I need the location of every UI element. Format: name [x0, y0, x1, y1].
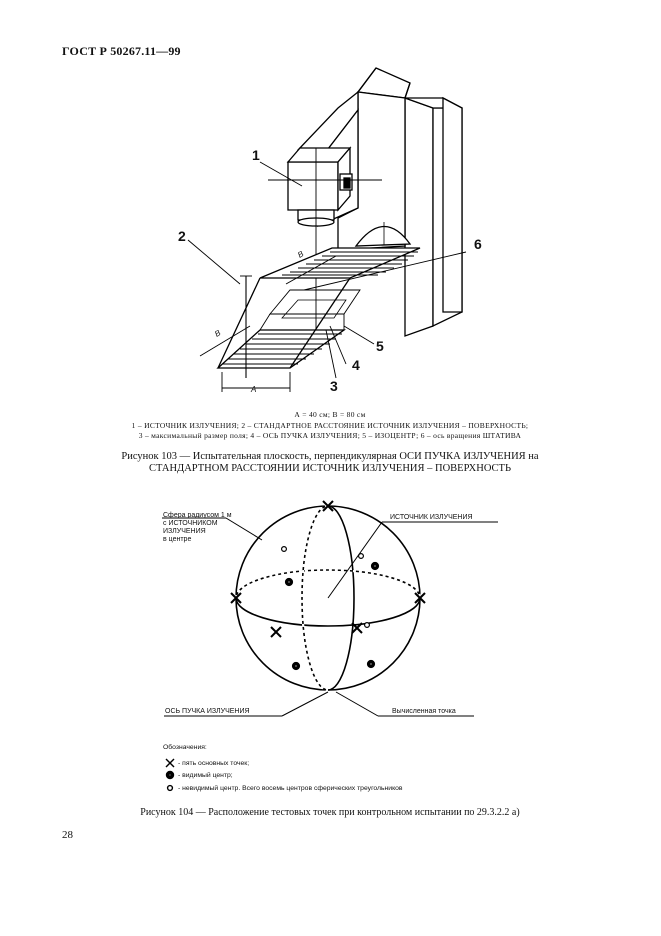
callout-3: 3 — [330, 378, 338, 394]
notes-title: Обозначения: — [163, 744, 207, 751]
sphere-label-line-3: ИЗЛУЧЕНИЯ — [163, 528, 206, 535]
note-visible-center: - видимый центр; — [178, 772, 233, 779]
sphere-label-line-1: Сфера радиусом 1 м — [163, 512, 232, 519]
note-hidden-center: - невидимый центр. Всего восемь центров сферических треугольников — [178, 785, 403, 792]
sphere-label-line-4: в центре — [163, 536, 192, 543]
source-label: ИСТОЧНИК ИЗЛУЧЕНИЯ — [390, 514, 473, 521]
figure-103-legend-line-2: 3 – максимальный размер поля; 4 – ОСЬ ПУЧКА ИЗЛУЧЕНИЯ; 5 – ИЗОЦЕНТР; 6 – ось вращения ШТАТИВА — [138, 431, 522, 440]
computed-point-label: Вычисленная точка — [392, 708, 456, 715]
page-number: 28 — [62, 829, 73, 841]
figure-103-caption-line-2: СТАНДАРТНОМ РАССТОЯНИИ ИСТОЧНИК ИЗЛУЧЕНИЯ – ПОВЕРХНОСТЬ — [148, 463, 511, 474]
beam-axis-label: ОСЬ ПУЧКА ИЗЛУЧЕНИЯ — [165, 708, 250, 715]
sphere-label-line-2: с ИСТОЧНИКОМ — [163, 520, 218, 527]
callout-2: 2 — [178, 228, 186, 244]
figure-103-dimensions: А = 40 см; В = 80 см — [294, 410, 366, 419]
figure-103-caption-line-1: Рисунок 103 — Испытательная плоскость, перпендикулярная ОСИ ПУЧКА ИЗЛУЧЕНИЯ на — [121, 451, 539, 462]
dimension-a-label: А — [251, 385, 257, 394]
x-point-back — [271, 627, 281, 637]
callout-4: 4 — [352, 357, 360, 373]
note-main-points: - пять основных точек; — [178, 760, 250, 767]
dimension-b-label-upper: В — [296, 249, 306, 260]
dimension-b-label: В — [213, 328, 223, 339]
callout-1: 1 — [252, 147, 260, 163]
callout-6: 6 — [474, 236, 482, 252]
document-header: ГОСТ Р 50267.11—99 — [62, 44, 181, 58]
figure-103-legend-line-1: 1 – ИСТОЧНИК ИЗЛУЧЕНИЯ; 2 – СТАНДАРТНОЕ РАССТОЯНИЕ ИСТОЧНИК ИЗЛУЧЕНИЯ – ПОВЕРХНОСТЬ; — [131, 421, 529, 430]
sphere-label — [163, 512, 232, 544]
callout-5: 5 — [376, 338, 384, 354]
figure-104-caption: Рисунок 104 — Расположение тестовых точек при контрольном испытании по 29.3.2.2 а) — [140, 807, 520, 818]
